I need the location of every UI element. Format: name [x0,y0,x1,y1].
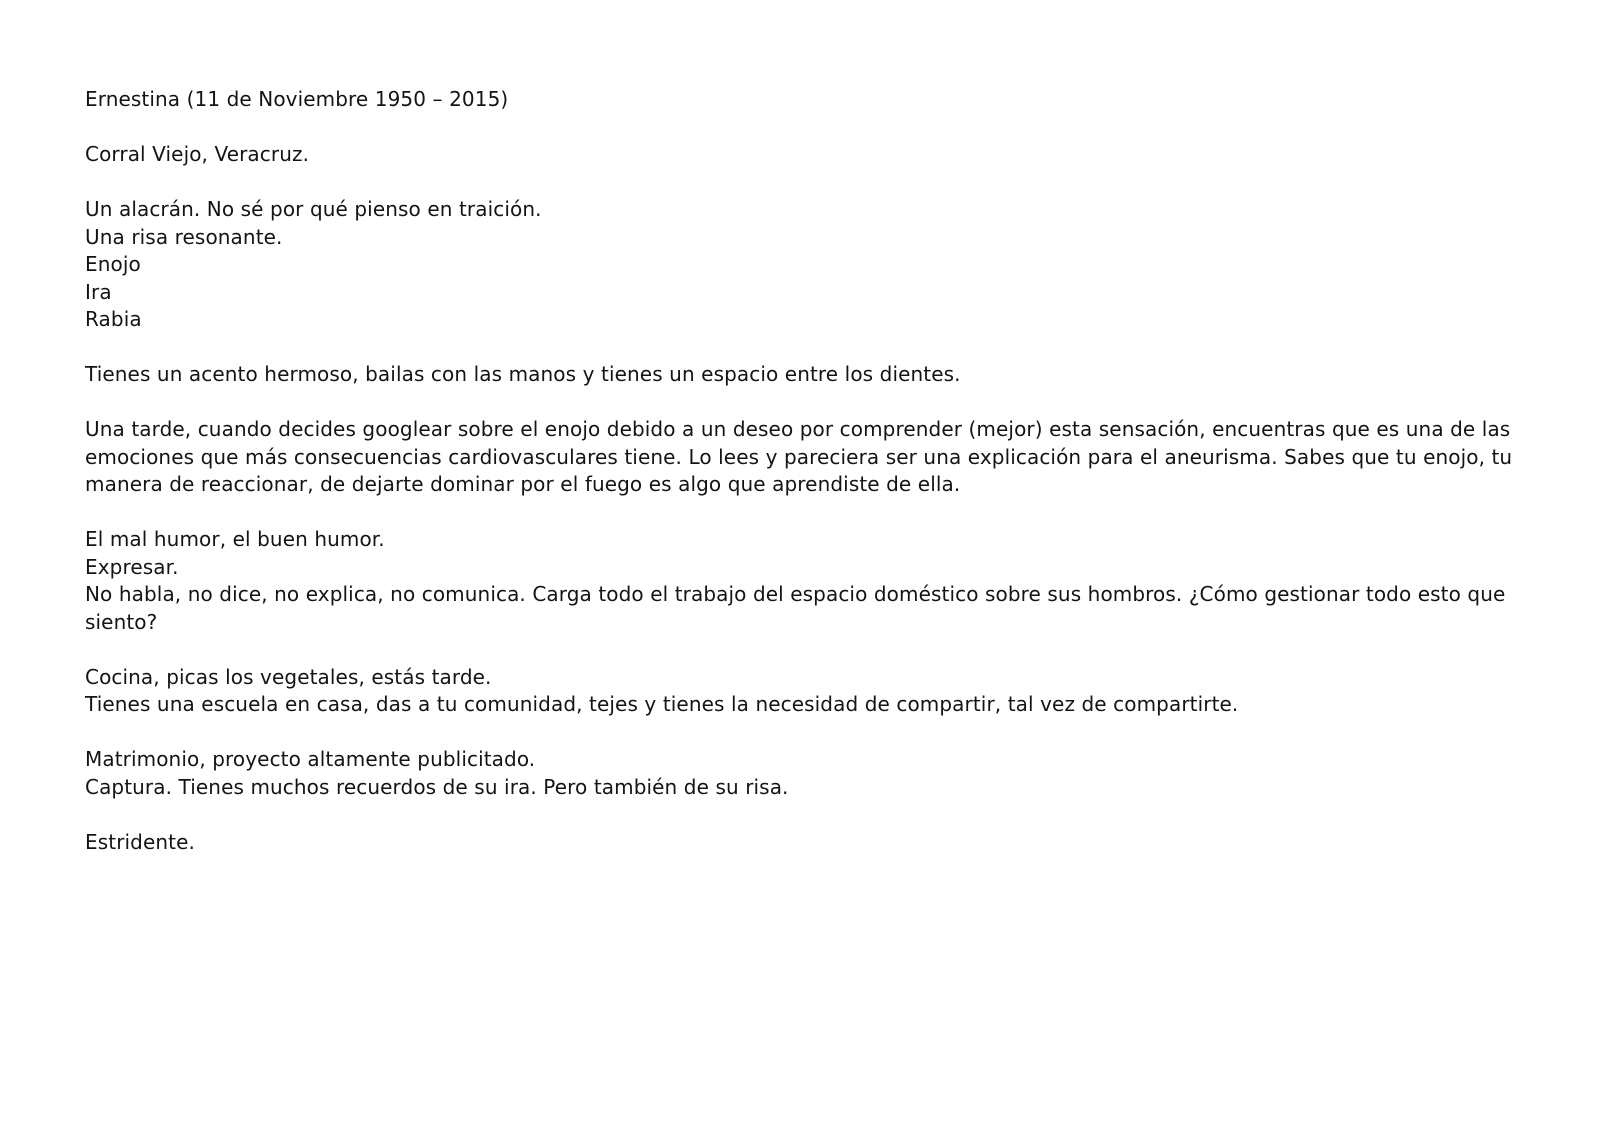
location-line: Corral Viejo, Veracruz. [85,142,310,166]
location-block [85,141,1525,169]
paragraph-block [85,829,1525,857]
text-paragraph: Una tarde, cuando decides googlear sobre el enojo debido a un deseo por comprender (mejor) esta sensación, encuentras que es una de las emociones que más consecuencias cardiovasculares tiene. Lo lees y pareciera ser una explicación para el aneurisma. Sabes que tu enojo, tu manera de reaccionar, de dejarte dominar por el fuego es algo que aprendiste de ella. [85,417,1513,496]
title-block [85,86,1525,114]
text-line: Matrimonio, proyecto altamente publicitado. [85,747,536,771]
text-line: Rabia [85,307,142,331]
text-line: Tienes una escuela en casa, das a tu comunidad, tejes y tienes la necesidad de compartir, tal vez de compartirte. [85,692,1239,716]
paragraph-block [85,664,1525,719]
paragraph-block [85,416,1525,499]
document-page [85,86,1525,884]
text-line: Una risa resonante. [85,224,283,249]
text-line: Expresar. [85,554,179,579]
text-line: Enojo [85,252,141,276]
paragraph-block [85,746,1525,801]
paragraph-block [85,196,1525,334]
text-line: Captura. Tienes muchos recuerdos de su ira. Pero también de su risa. [85,774,789,799]
text-line: El mal humor, el buen humor. [85,527,385,551]
text-line: Cocina, picas los vegetales, estás tarde. [85,664,492,689]
text-line: Tienes un acento hermoso, bailas con las manos y tienes un espacio entre los dientes. [85,362,961,386]
document-title: Ernestina (11 de Noviembre 1950 – 2015) [85,87,509,111]
text-line: Estridente. [85,829,195,854]
text-line: Un alacrán. No sé por qué pienso en traición. [85,197,542,221]
text-paragraph: No habla, no dice, no explica, no comunica. Carga todo el trabajo del espacio doméstico sobre sus hombros. ¿Cómo gestionar todo esto que siento? [85,582,1506,634]
paragraph-block [85,361,1525,389]
paragraph-block [85,526,1525,636]
text-line: Ira [85,279,112,304]
